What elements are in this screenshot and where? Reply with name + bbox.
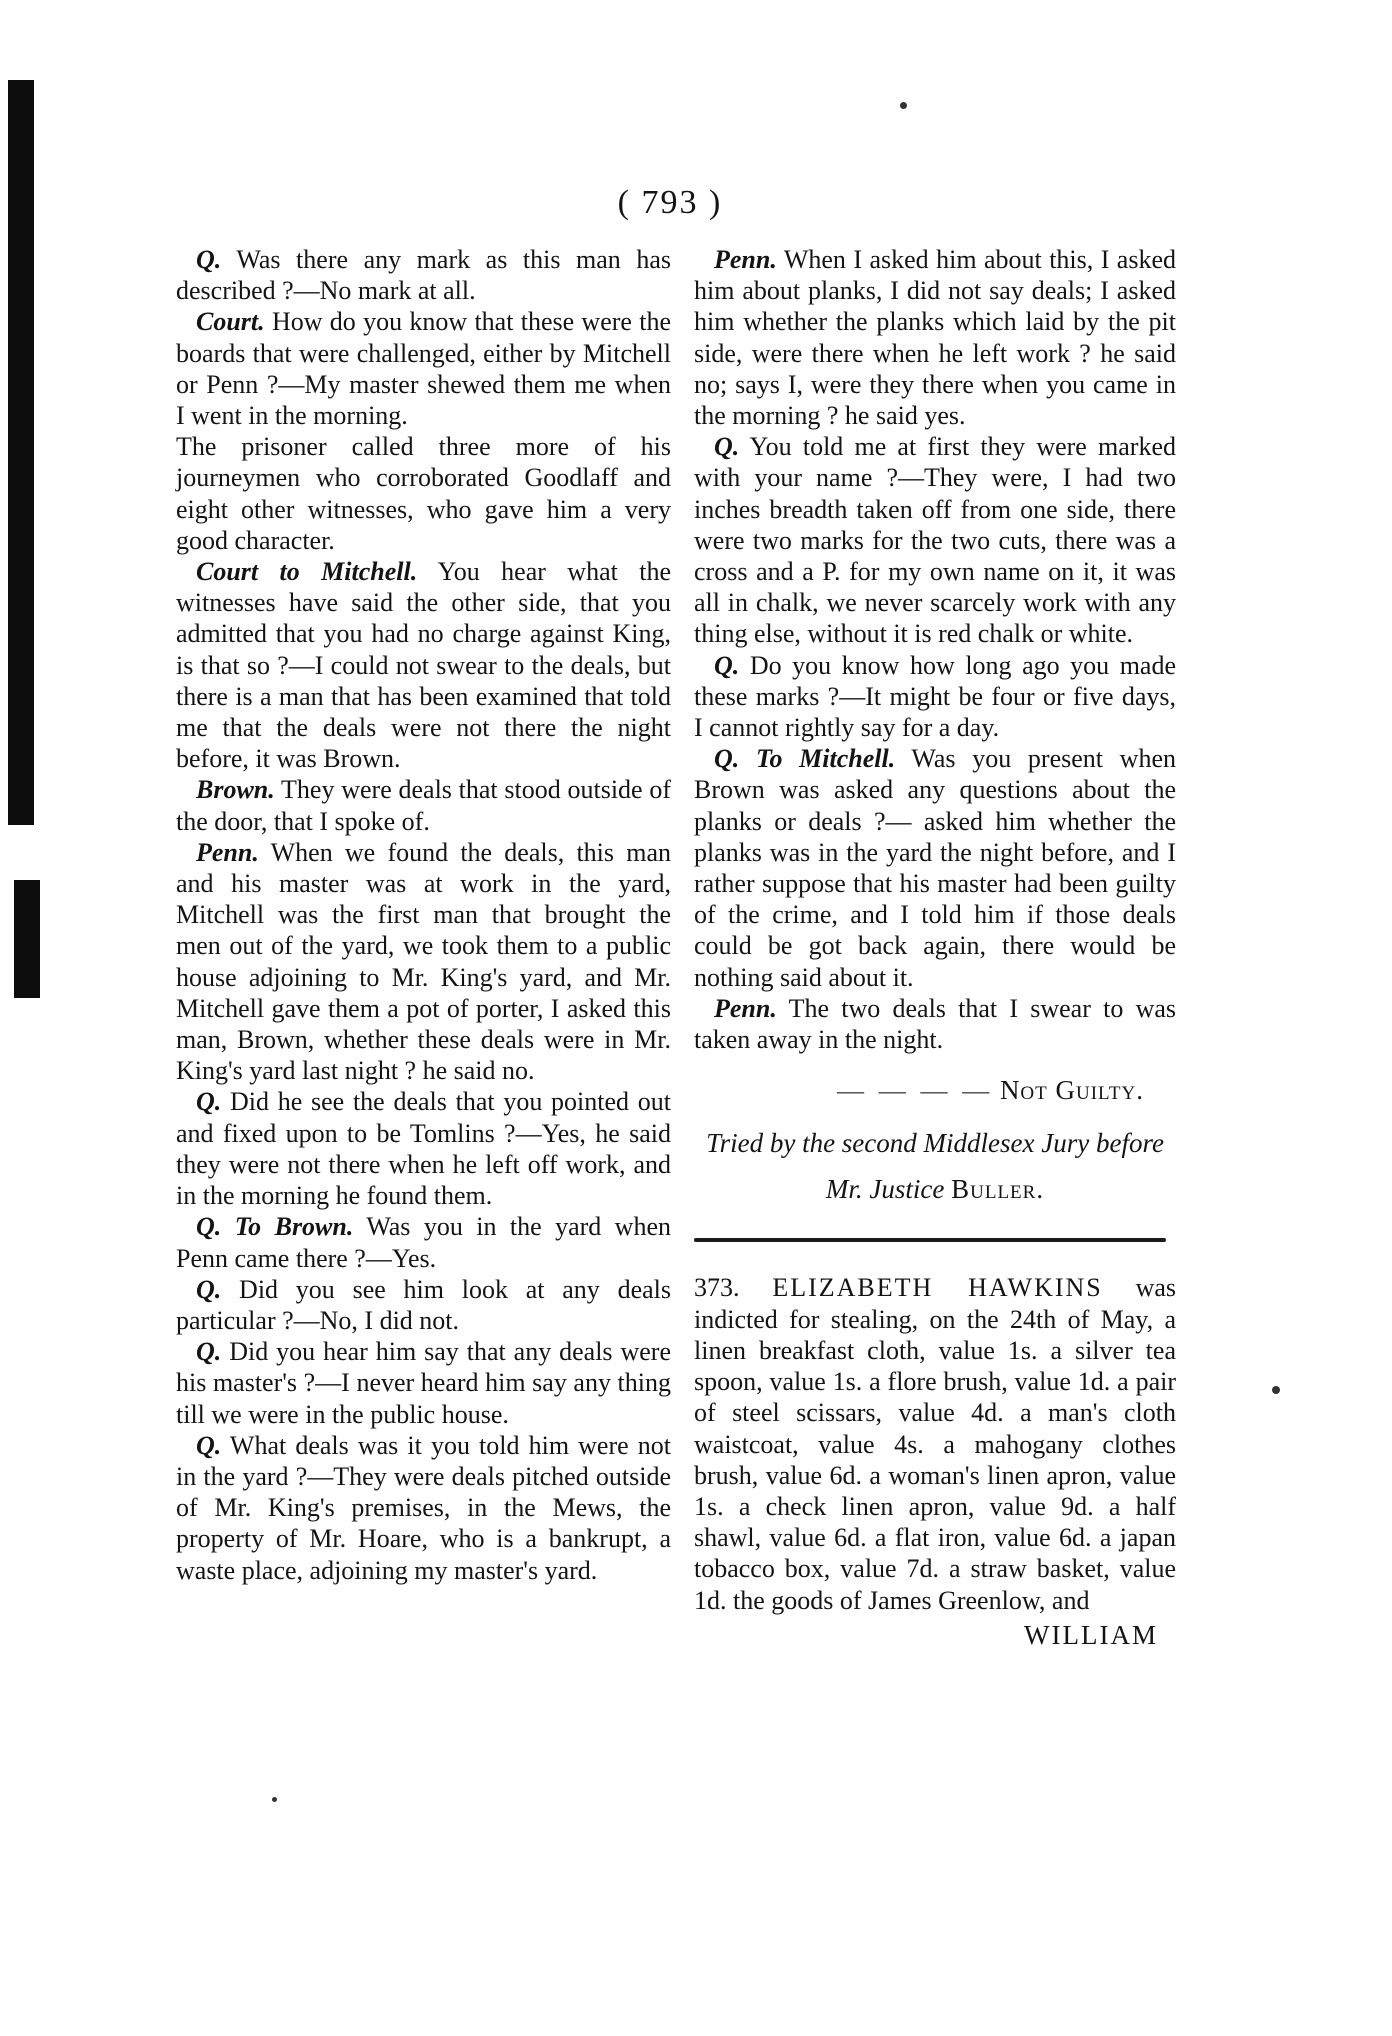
- case-entry: [694, 1272, 1176, 1615]
- speaker-label: Court.: [196, 307, 265, 337]
- paragraph-text: Was you in the yard when Penn came there ?—Yes.: [176, 1212, 671, 1273]
- paragraph: [694, 431, 1176, 649]
- paragraph-text: Do you know how long ago you made these marks ?—It might be four or five days, I cannot rightly say for a day.: [694, 650, 1176, 743]
- speaker-label: Penn.: [714, 993, 777, 1023]
- speaker-label: Q.: [714, 650, 740, 680]
- paragraph-text: Was there any mark as this man has described ?—No mark at all.: [176, 245, 671, 306]
- verdict: [694, 1075, 1176, 1106]
- justice-name: Buller.: [951, 1174, 1045, 1205]
- verdict-dashes: — — — —: [836, 1075, 994, 1106]
- paragraph-text: How do you know that these were the boards that were challenged, either by Mitchell or Penn ?—My master shewed them me when I went in the morning.: [176, 307, 671, 431]
- ink-speck: [272, 1797, 277, 1802]
- speaker-label: Q. To Mitchell.: [714, 744, 896, 774]
- paragraph-text: You told me at first they were marked with your name ?—They were, I had two inches breadth taken off from one side, there were two marks for the two cuts, there was a cross and a P. for my own name on it, it was all in chalk, we never scarcely work with any thing else, without it is red chalk or white.: [694, 432, 1176, 649]
- paragraph: [694, 650, 1176, 744]
- ink-speck: [900, 102, 907, 109]
- paragraph-text: They were deals that stood outside of the door, that I spoke of.: [176, 775, 671, 836]
- speaker-label: Q.: [196, 1337, 222, 1367]
- speaker-label: Penn.: [714, 245, 777, 274]
- section-rule: [694, 1238, 1166, 1242]
- verdict-label: Not Guilty.: [999, 1075, 1144, 1106]
- speaker-label: Penn.: [196, 837, 259, 867]
- jury-note-line-2: [694, 1166, 1176, 1212]
- paragraph-text: When I asked him about this, I asked him about planks, I did not say deals; I asked him whether the planks which laid by the pit side, were there when he left work ? he said no; says I, were they there when you came in the morning ? he said yes.: [694, 245, 1177, 431]
- jury-note-line-1: Tried by the second Middlesex Jury before: [706, 1128, 1164, 1159]
- paragraph-text: Was you present when Brown was asked any questions about the planks or deals ?— asked him whether the planks was in the yard the night before, and I rather suppose that his master had been guilty of the crime, and I told him if those deals could be got back again, there would be nothing said about it.: [694, 744, 1176, 992]
- paragraph: [176, 1430, 671, 1586]
- page-number: ( 793 ): [617, 184, 723, 221]
- case-number: 373.: [694, 1273, 740, 1303]
- paragraph: [176, 1336, 671, 1430]
- speaker-label: Q. To Brown.: [196, 1212, 354, 1242]
- paragraph: [176, 1086, 671, 1211]
- left-column: [176, 244, 671, 1586]
- paragraph: [176, 1211, 671, 1273]
- paragraph: [176, 431, 671, 556]
- scan-edge-bar-bottom: [14, 880, 40, 998]
- paragraph: [694, 244, 1176, 431]
- right-column: [694, 244, 1176, 1651]
- paragraph: [694, 743, 1176, 993]
- paragraph-text: Did you hear him say that any deals were his master's ?—I never heard him say any thing till we were in the public house.: [176, 1337, 671, 1429]
- speaker-label: Court to Mitchell.: [196, 557, 418, 587]
- paragraph-text: Did you see him look at any deals particular ?—No, I did not.: [176, 1274, 671, 1335]
- speaker-label: Q.: [196, 1430, 222, 1460]
- paragraph-text: What deals was it you told him were not in the yard ?—They were deals pitched outside of Mr. King's premises, in the Mews, the property of Mr. Hoare, who is a bankrupt, a waste place, adjoining my master's yard.: [176, 1430, 671, 1585]
- paragraph: [694, 993, 1176, 1055]
- speaker-label: Q.: [196, 1274, 222, 1304]
- paragraph-text: The prisoner called three more of his journeymen who corroborated Goodlaff and eight other witnesses, who gave him a very good character.: [176, 432, 671, 555]
- paragraph-text: The two deals that I swear to was taken away in the night.: [694, 993, 1177, 1055]
- catchword: WILLIAM: [1024, 1619, 1158, 1650]
- speaker-label: Q.: [714, 432, 740, 462]
- paragraph: [176, 1274, 671, 1336]
- case-text: was indicted for stealing, on the 24th of May, a linen breakfast cloth, value 1s. a silver tea spoon, value 1s. a flore brush, value 1d. a pair of steel scissars, value 4d. a man's cloth waistcoat, value 4s. a mahogany clothes brush, value 6d. a woman's linen apron, value 1s. a check linen apron, value 9d. a half shawl, value 6d. a flat iron, value 6d. a japan tobacco box, value 7d. a straw basket, value 1d. the goods of James Greenlow, and: [694, 1273, 1177, 1615]
- speaker-label: Q.: [196, 245, 222, 274]
- speaker-label: Q.: [196, 1087, 222, 1117]
- right-column-paragraphs: [694, 244, 1176, 1055]
- jury-note: [694, 1120, 1176, 1212]
- paragraph: [176, 837, 671, 1087]
- paragraph-text: When we found the deals, this man and his master was at work in the yard, Mitchell was the first man that brought the men out of the yard, we took them to a public house adjoining to Mr. King's yard, and Mr. Mitchell gave them a pot of porter, I asked this man, Brown, whether these deals were in Mr. King's yard last night ? he said no.: [176, 837, 672, 1086]
- paragraph: [176, 244, 671, 306]
- paragraph: [176, 774, 671, 836]
- defendant-name: ELIZABETH HAWKINS: [772, 1273, 1103, 1303]
- paragraph: [176, 306, 671, 431]
- paragraph-text: You hear what the witnesses have said the other side, that you admitted that you had no charge against King, is that so ?—I could not swear to the deals, but there is a man that has been examined that told me that the deals were not there the night before, it was Brown.: [176, 557, 671, 774]
- ink-speck: [1272, 1386, 1280, 1394]
- speaker-label: Brown.: [196, 775, 275, 805]
- paragraph: [176, 556, 671, 774]
- paragraph-text: Did he see the deals that you pointed out and fixed upon to be Tomlins ?—Yes, he said they were not there when he left off work, and in the morning he found them.: [176, 1087, 671, 1211]
- scan-edge-bar-top: [8, 80, 34, 825]
- justice-title: Mr. Justice: [825, 1174, 945, 1205]
